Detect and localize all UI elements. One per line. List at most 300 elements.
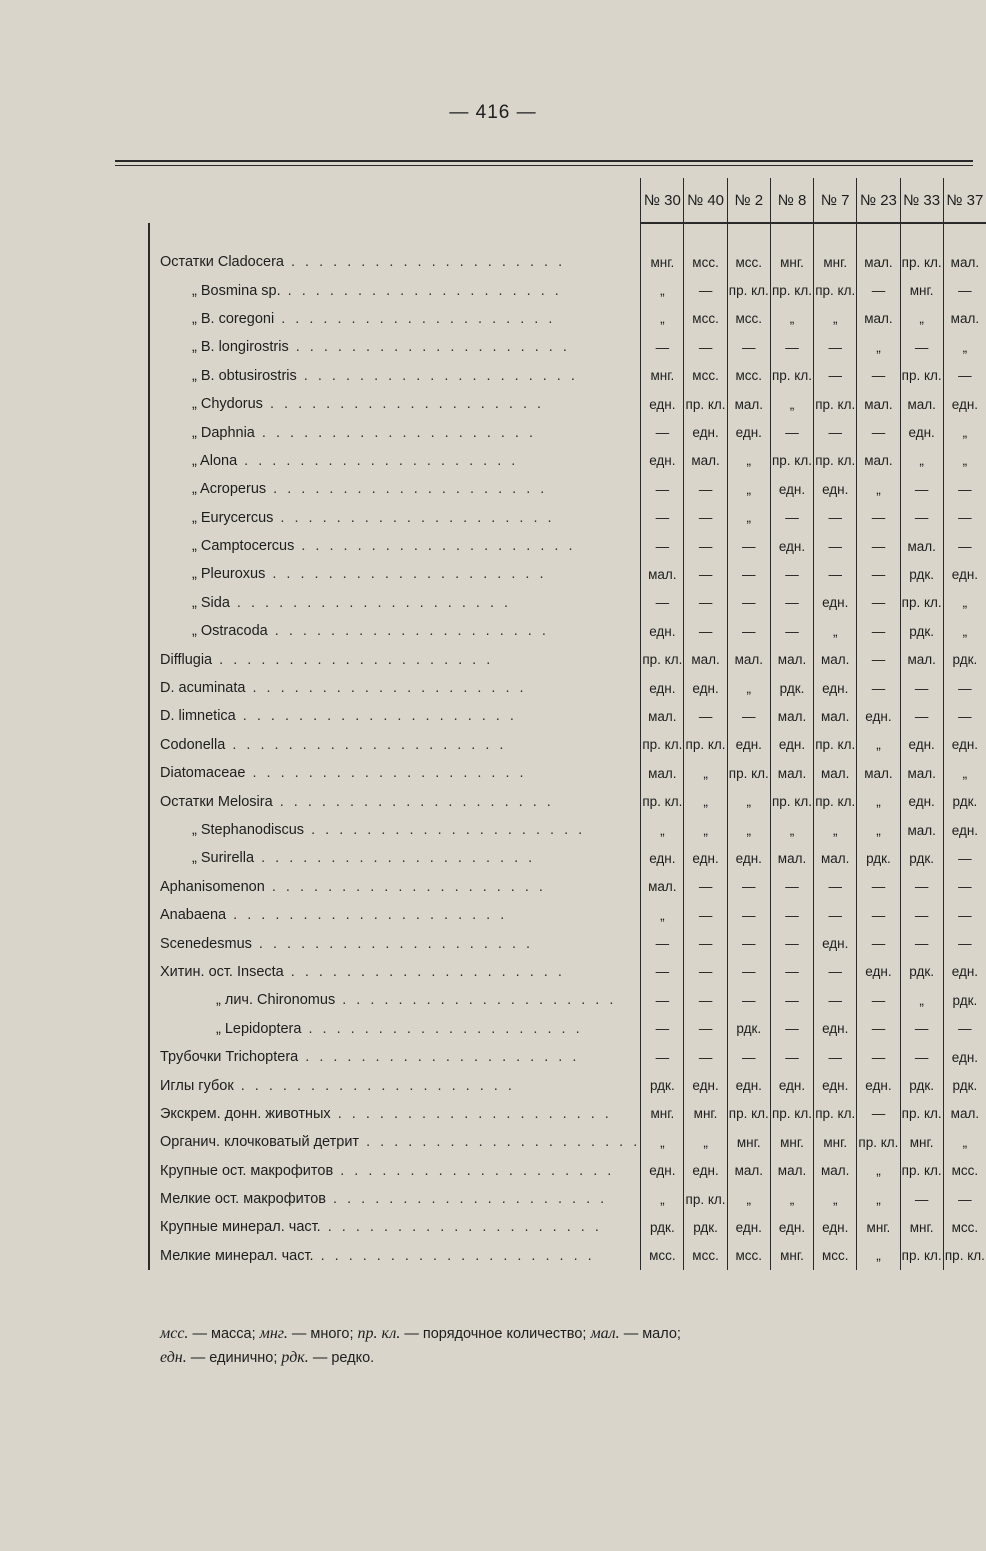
table-cell: — [727,986,770,1014]
legend-abbr: рдк. [281,1349,309,1366]
row-label-text: „ Daphnia [192,424,255,441]
table-cell: мал. [770,645,813,673]
table-cell: мсс. [641,1242,684,1270]
table-row [149,447,986,475]
column-header: № 23 [857,178,900,223]
table-cell: „ [943,418,986,446]
table-cell: — [641,532,684,560]
table-row [149,816,986,844]
dot-leader: . . . . . . . . . . . . . . . . . . . . [251,935,534,952]
table-cell: — [770,589,813,617]
table-cell: — [684,333,727,361]
table-row [149,1128,986,1156]
table-row [149,560,986,588]
table-cell: мал. [943,1100,986,1128]
table-cell: „ [770,816,813,844]
table-cell: „ [684,816,727,844]
table-cell: мнг. [641,248,684,276]
table-cell: пр. кл. [814,787,857,815]
dot-leader: . . . . . . . . . . . . . . . . . . . . [226,907,508,924]
table-cell: мнг. [770,248,813,276]
table-cell: рдк. [641,1071,684,1099]
table-cell: „ [943,1128,986,1156]
table-cell: — [727,958,770,986]
dot-leader: . . . . . . . . . . . . . . . . . . . . [272,793,554,810]
column-header: № 40 [684,178,727,223]
table-header [149,178,986,223]
row-label [149,504,641,532]
table-row [149,1071,986,1099]
dot-leader: . . . . . . . . . . . . . . . . . . . . [326,1191,608,1208]
table-row [149,617,986,645]
table-cell: „ [943,617,986,645]
table-cell: — [641,333,684,361]
row-label-text: „ Alona [192,452,238,469]
table-cell: — [814,958,857,986]
legend-text: — мало; [623,1326,681,1342]
dot-leader: . . . . . . . . . . . . . . . . . . . . [335,992,617,1009]
table-cell: — [770,986,813,1014]
table-cell: пр. кл. [727,276,770,304]
table-cell: — [727,873,770,901]
table-cell: пр. кл. [641,645,684,673]
table-cell: мал. [641,560,684,588]
table-cell: мсс. [943,1213,986,1241]
row-label [149,958,641,986]
row-label [149,929,641,957]
row-label [149,305,641,333]
table-cell: „ [814,617,857,645]
table-cell: мсс. [684,248,727,276]
table-cell: мсс. [684,1242,727,1270]
table-cell: пр. кл. [814,1100,857,1128]
table-cell: — [814,418,857,446]
table-cell: пр. кл. [770,787,813,815]
table-cell: „ [727,475,770,503]
table-cell: мсс. [727,362,770,390]
dot-leader: . . . . . . . . . . . . . . . . . . . . [267,623,549,640]
table-cell: — [857,532,900,560]
table-cell: — [900,901,943,929]
table-row [149,645,986,673]
table-cell: — [900,475,943,503]
row-label-text: Diatomaceae [160,765,246,782]
dot-leader: . . . . . . . . . . . . . . . . . . . . [265,566,547,583]
table-cell: мнг. [641,362,684,390]
table-cell: мал. [727,390,770,418]
table-cell: едн. [814,1213,857,1241]
row-label-text: „ Chydorus [192,396,263,413]
spacer-cell [770,223,813,248]
table-cell: — [943,873,986,901]
row-label [149,617,641,645]
table-cell: рдк. [641,1213,684,1241]
table-cell: едн. [684,1071,727,1099]
table-cell: мал. [727,645,770,673]
table-cell: — [641,986,684,1014]
row-label-text: Scenedesmus [160,935,252,952]
table-cell: едн. [770,1213,813,1241]
table-cell: — [943,504,986,532]
table-cell: мал. [857,305,900,333]
dot-leader: . . . . . . . . . . . . . . . . . . . . [233,1077,515,1094]
table-cell: пр. кл. [770,447,813,475]
table-cell: „ [857,1185,900,1213]
table-cell: мал. [814,645,857,673]
table-cell: едн. [943,390,986,418]
row-label-text: Органич. клочковатый детрит [160,1134,360,1151]
table-row [149,958,986,986]
table-cell: едн. [814,475,857,503]
table-cell: — [814,560,857,588]
row-label [149,1185,641,1213]
table-cell: — [943,702,986,730]
table-cell: мсс. [727,305,770,333]
table-cell: — [684,1043,727,1071]
dot-leader: . . . . . . . . . . . . . . . . . . . . [294,538,576,555]
table-cell: рдк. [727,1015,770,1043]
table-cell: „ [727,787,770,815]
table-cell: едн. [684,674,727,702]
row-label-text: D. acuminata [160,680,246,697]
table-row [149,390,986,418]
row-label-text: „ Stephanodiscus [192,822,305,838]
table-cell: „ [857,816,900,844]
table-cell: „ [727,674,770,702]
row-label-text: „ Acroperus [192,481,267,498]
table-cell: — [684,929,727,957]
column-header: № 7 [814,178,857,223]
table-cell: — [900,929,943,957]
table-cell: — [900,873,943,901]
table-row [149,873,986,901]
table-cell: — [684,475,727,503]
table-cell: мнг. [727,1128,770,1156]
table-row [149,844,986,872]
row-label-text: Экскрем. донн. животных [160,1105,331,1122]
table-cell: мал. [641,873,684,901]
table-cell: — [857,1043,900,1071]
table-cell: — [857,873,900,901]
table-cell: рдк. [684,1213,727,1241]
table-cell: — [684,873,727,901]
table-cell: — [770,901,813,929]
dot-leader: . . . . . . . . . . . . . . . . . . . . [245,765,527,782]
table-cell: едн. [641,1157,684,1185]
row-label-text: Остатки Cladocera [160,254,284,271]
table-cell: мал. [814,1157,857,1185]
table-cell: мнг. [857,1213,900,1241]
dot-leader: . . . . . . . . . . . . . . . . . . . . [245,680,527,697]
table-cell: — [641,418,684,446]
table-cell: — [857,929,900,957]
table-cell: мнг. [684,1100,727,1128]
row-label-text: „ Sida [192,594,230,611]
table-cell: мал. [900,759,943,787]
table-cell: пр. кл. [727,759,770,787]
table-cell: едн. [684,1157,727,1185]
table-cell: пр. кл. [684,731,727,759]
dot-leader: . . . . . . . . . . . . . . . . . . . . [264,878,546,895]
row-label [149,447,641,475]
row-label-text: „ Camptocercus [192,538,295,555]
table-cell: „ [857,475,900,503]
table-cell: мсс. [684,305,727,333]
table-cell: пр. кл. [770,276,813,304]
table-cell: едн. [727,418,770,446]
row-label-text: Мелкие ост. макрофитов [160,1191,327,1208]
table-cell: — [641,504,684,532]
table-cell: едн. [943,560,986,588]
table-cell: едн. [943,958,986,986]
legend-text: — порядочное количество; [404,1326,587,1342]
table-cell: — [684,560,727,588]
table-cell: — [900,333,943,361]
table-cell: — [857,901,900,929]
table-cell: пр. кл. [857,1128,900,1156]
table-cell: мнг. [770,1128,813,1156]
top-rule-thin [115,165,973,166]
table-cell: пр. кл. [770,1100,813,1128]
table-cell: пр. кл. [641,731,684,759]
table-cell: — [857,1015,900,1043]
table-cell: — [770,333,813,361]
header-spacer-row [149,223,986,248]
table-cell: едн. [641,447,684,475]
row-label-text: Anabaena [160,907,227,924]
row-label [149,1100,641,1128]
table-cell: — [814,362,857,390]
table-cell: мал. [641,702,684,730]
table-cell: мнг. [814,1128,857,1156]
table-cell: — [857,560,900,588]
row-label [149,560,641,588]
table-row [149,1213,986,1241]
table-row [149,901,986,929]
table-cell: — [900,1185,943,1213]
table-cell: — [641,589,684,617]
table-cell: — [900,1015,943,1043]
table-cell: „ [943,333,986,361]
table-cell: „ [727,447,770,475]
table-cell: пр. кл. [900,1100,943,1128]
header-corner [149,178,641,223]
legend-abbr: едн. [160,1349,187,1366]
table-row [149,362,986,390]
page-number: — 416 — [449,102,537,123]
table-cell: мал. [900,645,943,673]
dot-leader: . . . . . . . . . . . . . . . . . . . . [301,1020,583,1037]
dot-leader: . . . . . . . . . . . . . . . . . . . . [296,367,578,384]
table-row [149,532,986,560]
row-label [149,759,641,787]
table-row [149,1157,986,1185]
table-cell: пр. кл. [814,276,857,304]
row-label-text: Difflugia [160,651,213,668]
table-cell: рдк. [943,986,986,1014]
row-label [149,1157,641,1185]
row-label-text: Codonella [160,736,226,753]
table-cell: „ [641,1185,684,1213]
table-cell: „ [857,333,900,361]
table-cell: „ [900,305,943,333]
table-row [149,986,986,1014]
table-row [149,702,986,730]
spacer-cell [814,223,857,248]
table-row [149,475,986,503]
dot-leader: . . . . . . . . . . . . . . . . . . . . [273,509,555,526]
table-cell: пр. кл. [727,1100,770,1128]
table-cell: рдк. [770,674,813,702]
table-row [149,333,986,361]
table-cell: мал. [857,447,900,475]
table-cell: „ [727,504,770,532]
legend-text: — много; [291,1326,354,1342]
row-label [149,532,641,560]
table-cell: едн. [727,1213,770,1241]
table-cell: мнг. [900,1128,943,1156]
table-cell: пр. кл. [684,390,727,418]
table-row [149,1185,986,1213]
table-cell: — [770,873,813,901]
table-cell: мал. [770,759,813,787]
table-row [149,1242,986,1270]
dot-leader: . . . . . . . . . . . . . . . . . . . . [304,822,586,838]
row-label-text: „ Ostracoda [192,623,268,640]
table-cell: мал. [814,759,857,787]
table-cell: „ [943,447,986,475]
table-cell: „ [641,816,684,844]
row-label-text: Остатки Melosira [160,793,273,810]
table-row [149,1100,986,1128]
row-label [149,1015,641,1043]
table-cell: — [641,1015,684,1043]
table-cell: — [684,532,727,560]
table-cell: мал. [857,390,900,418]
dot-leader: . . . . . . . . . . . . . . . . . . . . [330,1105,612,1122]
legend-text: — редко. [312,1350,375,1366]
table-cell: мнг. [900,1213,943,1241]
row-label-text: „ Surirella [192,850,255,867]
dot-leader: . . . . . . . . . . . . . . . . . . . . [254,850,536,867]
row-label-text: „ B. coregoni [192,310,275,327]
table-cell: — [900,702,943,730]
dot-leader: . . . . . . . . . . . . . . . . . . . . [212,651,494,668]
table-cell: едн. [943,1043,986,1071]
table-cell: — [814,504,857,532]
table-cell: рдк. [943,645,986,673]
table-row [149,1015,986,1043]
table-cell: едн. [900,787,943,815]
table-cell: „ [641,1128,684,1156]
table-cell: пр. кл. [900,1242,943,1270]
table-cell: — [900,504,943,532]
table-cell: мал. [770,702,813,730]
table-cell: едн. [943,731,986,759]
table-cell: „ [900,986,943,1014]
dot-leader: . . . . . . . . . . . . . . . . . . . . [274,310,556,327]
table-cell: „ [943,759,986,787]
table-cell: мал. [857,759,900,787]
table-cell: „ [814,305,857,333]
table-row [149,1043,986,1071]
legend-text: — масса; [192,1326,256,1342]
table-row [149,731,986,759]
species-abundance-table [148,178,986,1270]
column-header: № 37 [943,178,986,223]
dot-leader: . . . . . . . . . . . . . . . . . . . . [283,254,566,271]
table-cell: — [814,333,857,361]
table-cell: едн. [641,617,684,645]
spacer-cell [900,223,943,248]
table-cell: пр. кл. [814,731,857,759]
table-cell: — [943,532,986,560]
table-cell: едн. [943,816,986,844]
table-cell: — [943,1015,986,1043]
table-cell: мнг. [900,276,943,304]
table-cell: „ [684,787,727,815]
table-cell: „ [684,1128,727,1156]
row-label-text: Хитин. ост. Insecta [160,963,284,980]
table-row [149,759,986,787]
table-cell: рдк. [943,787,986,815]
table-cell: мсс. [684,362,727,390]
table-cell: мал. [900,390,943,418]
table-cell: — [770,560,813,588]
table-cell: — [857,986,900,1014]
dot-leader: . . . . . . . . . . . . . . . . . . . . [229,594,512,611]
table-cell: мал. [814,702,857,730]
table-cell: — [814,532,857,560]
table-row [149,276,986,304]
row-label [149,1043,641,1071]
table-cell: — [684,986,727,1014]
table-cell: — [727,617,770,645]
table-cell: — [770,617,813,645]
table-cell: — [943,674,986,702]
table-cell: едн. [814,674,857,702]
table-cell: „ [727,1185,770,1213]
table-cell: едн. [900,418,943,446]
table-cell: — [900,674,943,702]
table-cell: „ [814,1185,857,1213]
table-cell: едн. [814,1071,857,1099]
row-label [149,333,641,361]
table-cell: мнг. [641,1100,684,1128]
table-cell: — [727,589,770,617]
spacer-cell [684,223,727,248]
row-label-text: „ B. longirostris [192,339,289,356]
dot-leader: . . . . . . . . . . . . . . . . . . . . [313,1247,595,1264]
table-cell: — [727,929,770,957]
table-cell: мсс. [727,248,770,276]
table-cell: — [943,362,986,390]
table-cell: мал. [641,759,684,787]
table-cell: „ [641,276,684,304]
table-cell: — [684,504,727,532]
table-cell: пр. кл. [900,248,943,276]
table-cell: „ [857,731,900,759]
table-cell: „ [641,901,684,929]
table-cell: „ [814,816,857,844]
table-cell: — [943,1185,986,1213]
table-cell: едн. [814,1015,857,1043]
dot-leader: . . . . . . . . . . . . . . . . . . . . [235,708,517,725]
table-cell: „ [770,390,813,418]
row-label-text: „ B. obtusirostris [192,367,297,384]
dot-leader: . . . . . . . . . . . . . . . . . . . . [288,339,570,356]
table-cell: „ [770,1185,813,1213]
